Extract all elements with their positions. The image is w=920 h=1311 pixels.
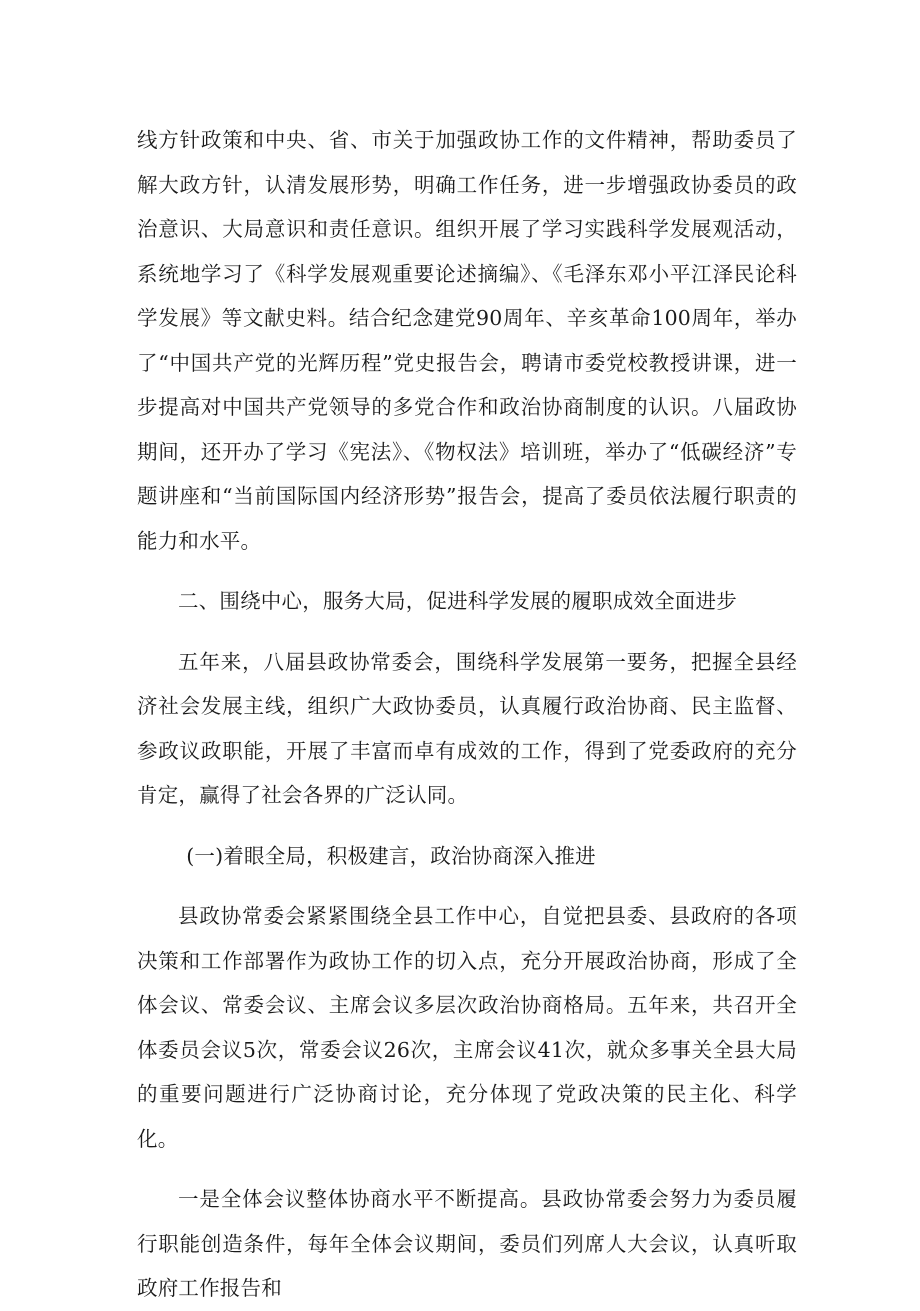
section-heading-2: 二、围绕中心，服务大局，促进科学发展的履职成效全面进步: [178, 589, 737, 613]
paragraph-five-years: 五年来，八届县政协常委会，围绕科学发展第一要务，把握全县经济社会发展主线，组织广大政协委员，认真履行政治协商、民主监督、参政议政职能，开展了丰富而卓有成效的工作，得到了党委政府的充分肯定，赢得了社会各界的广泛认同。: [137, 649, 797, 807]
paragraph-gap: [137, 624, 797, 640]
document-body: [137, 118, 797, 1311]
paragraph-gap: [137, 563, 797, 579]
paragraph-gap: [137, 818, 797, 834]
subsection-heading-1: (一)着眼全局，积极建言，政治协商深入推进: [186, 843, 596, 868]
paragraph-gap: [137, 1161, 797, 1177]
paragraph-gap: [137, 878, 797, 894]
paragraph-study-activities: 线方针政策和中央、省、市关于加强政协工作的文件精神，帮助委员了解大政方针，认清发展形势，明确工作任务，进一步增强政协委员的政治意识、大局意识和责任意识。组织开展了学习实践科学发展观活动，系统地学习了《科学发展观重要论述摘编》、《毛泽东邓小平江泽民论科学发展》等文献史料。结合纪念建党90周年、辛亥革命100周年，举办了“中国共产党的光辉历程”党史报告会，聘请市委党校教授讲课，进一步提高对中国共产党领导的多党合作和政治协商制度的认识。八届政协期间，还开办了学习《宪法》、《物权法》培训班，举办了“低碳经济”专题讲座和“当前国际国内经济形势”报告会，提高了委员依法履行职责的能力和水平。: [137, 128, 797, 553]
paragraph-consultation: 县政协常委会紧紧围绕全县工作中心，自觉把县委、县政府的各项决策和工作部署作为政协工作的切入点，充分开展政治协商，形成了全体会议、常委会议、主席会议多层次政治协商格局。五年来，共召开全体委员会议5次，常委会议26次，主席会议41次，就众多事关全县大局的重要问题进行广泛协商讨论，充分体现了党政决策的民主化、科学化。: [137, 904, 797, 1151]
paragraph-plenary-meetings: 一是全体会议整体协商水平不断提高。县政协常委会努力为委员履行职能创造条件，每年全体会议期间，委员们列席人大会议，认真听取政府工作报告和: [137, 1187, 797, 1300]
